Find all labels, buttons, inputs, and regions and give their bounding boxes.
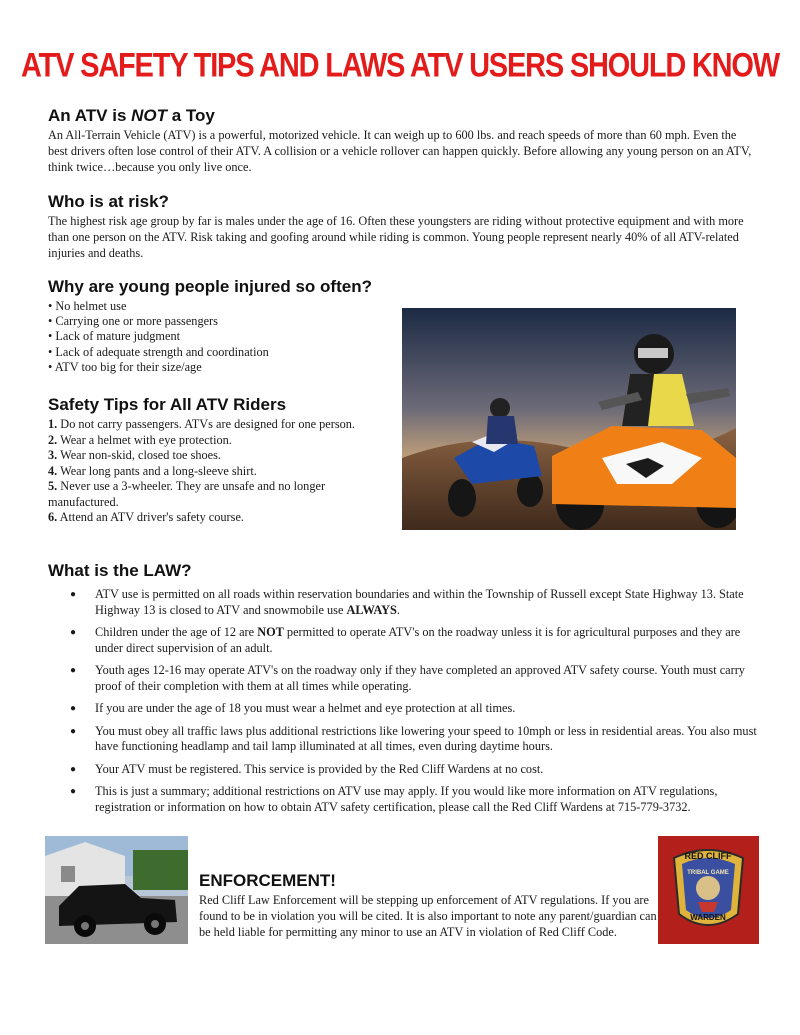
svg-text:TRIBAL GAME: TRIBAL GAME xyxy=(687,870,729,876)
warden-truck-photo xyxy=(45,836,188,944)
list-item: 4. Wear long pants and a long-sleeve shirt. xyxy=(48,463,257,478)
section-heading-enforcement: ENFORCEMENT! xyxy=(199,871,336,890)
law-list xyxy=(70,587,760,822)
list-item: • Lack of mature judgment xyxy=(48,329,269,344)
toy-body: An All-Terrain Vehicle (ATV) is a powerful, motorized vehicle. It can weigh up to 600 lbs. and reach speeds of more than 60 mph. Even the best drivers often lose control of their ATV. A collision or a vehicle rollover can happen quickly. Before allowing any young person on an ATV, think twice…because you only live once. xyxy=(48,128,752,174)
section-heading-why: Why are young people injured so often? xyxy=(48,277,372,296)
why-list xyxy=(48,299,269,375)
list-item: • No helmet use xyxy=(48,299,269,314)
list-item: ● You must obey all traffic laws plus additional restrictions like lowering your speed to 10mph or less in residential areas. You also must have functioning headlamp and tail lamp illuminated at all times, even during daytime hours. xyxy=(70,724,760,755)
list-item: • ATV too big for their size/age xyxy=(48,360,269,375)
list-item: 2. Wear a helmet with eye protection. xyxy=(48,432,232,447)
list-item: ● ATV use is permitted on all roads within reservation boundaries and within the Township of Russell except State Highway 13. State Highway 13 is closed to ATV and snowmobile use ALWAYS. xyxy=(70,587,760,618)
tips-list xyxy=(48,417,358,526)
list-item: 1. Do not carry passengers. ATVs are designed for one person. xyxy=(48,417,356,431)
list-item: • Lack of adequate strength and coordination xyxy=(48,345,269,360)
warden-badge-icon xyxy=(658,836,759,944)
list-item: ● If you are under the age of 18 you must wear a helmet and eye protection at all times. xyxy=(70,701,760,717)
atv-riders-illustration xyxy=(402,308,736,530)
page-title: ATV SAFETY TIPS AND LAWS ATV USERS SHOULD KNOW xyxy=(21,47,779,85)
list-item: ● Youth ages 12-16 may operate ATV's on the roadway only if they have completed an approved ATV safety course. Youth must carry proof of their completion with them at all times while operating. xyxy=(70,663,760,694)
truck-illustration xyxy=(45,836,188,944)
red-cliff-warden-badge xyxy=(658,836,759,944)
list-item: ● Your ATV must be registered. This service is provided by the Red Cliff Wardens at no cost. xyxy=(70,762,760,778)
atv-riders-photo xyxy=(402,308,736,530)
list-item: 6. Attend an ATV driver's safety course. xyxy=(48,510,244,524)
list-item: ● This is just a summary; additional restrictions on ATV use may apply. If you would like more information on ATV regulations, registration or information on how to obtain ATV safety certification, please call the Red Cliff Wardens at 715-779-3732. xyxy=(70,784,760,815)
list-item: 5. Never use a 3-wheeler. They are unsafe and no longer manufactured. xyxy=(48,479,326,509)
svg-text:WARDEN: WARDEN xyxy=(690,913,726,922)
list-item: 3. Wear non-skid, closed toe shoes. xyxy=(48,448,221,462)
list-item: ● Children under the age of 12 are NOT permitted to operate ATV's on the roadway unless it is for agricultural purposes and they are under direct supervision of an adult. xyxy=(70,625,760,656)
svg-text:RED CLIFF: RED CLIFF xyxy=(684,851,732,861)
section-heading-toy: An ATV is NOT a Toy xyxy=(48,106,215,125)
list-item: • Carrying one or more passengers xyxy=(48,314,269,329)
section-heading-risk: Who is at risk? xyxy=(48,192,169,211)
section-heading-tips: Safety Tips for All ATV Riders xyxy=(48,395,287,414)
section-heading-law: What is the LAW? xyxy=(48,561,192,580)
enforcement-body: Red Cliff Law Enforcement will be stepping up enforcement of ATV regulations. If you are found to be in violation you will be cited. It is also important to note any parent/guardian can be held liable for permitting any minor to use an ATV in violation of Red Cliff Code. xyxy=(199,893,657,939)
risk-body: The highest risk age group by far is males under the age of 16. Often these youngsters are riding without protective equipment and with more than one person on the ATV. Risk taking and goofing around while riding is common. Young people represent nearly 40% of all ATV-related injuries and deaths. xyxy=(48,214,744,260)
